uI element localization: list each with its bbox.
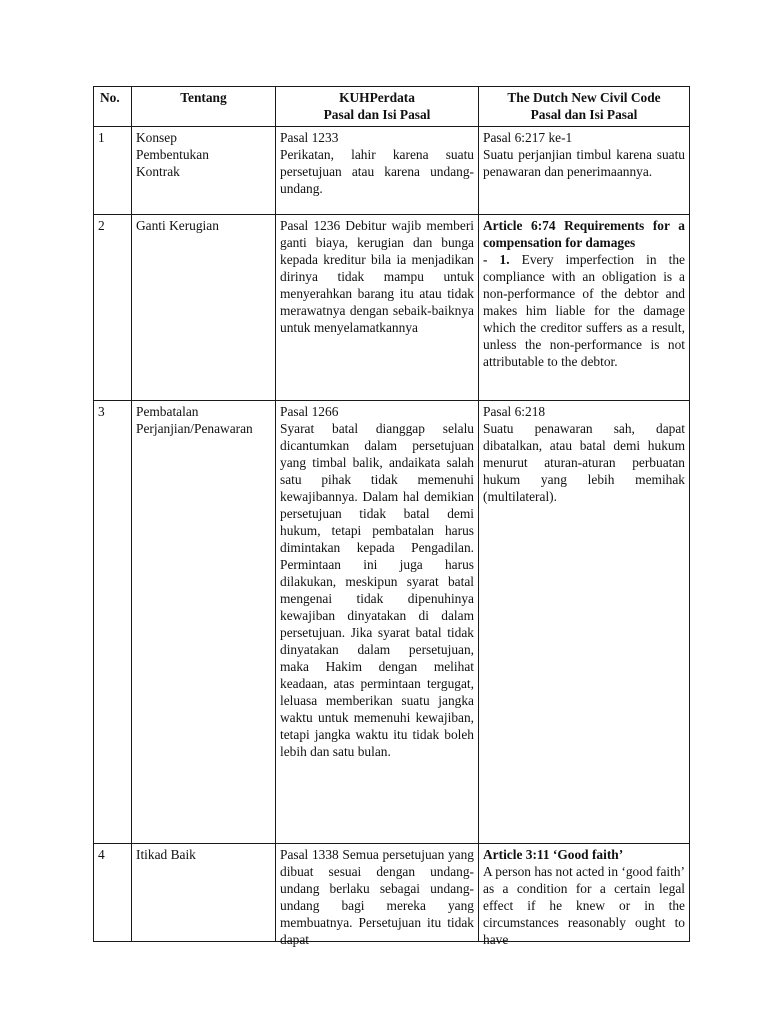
dutch-paragraph-number: - 1. (483, 252, 510, 267)
dutch-body: A person has not acted in ‘good faith’ as a condition for a certain legal effect if he knew or in the circumstances reasonably ought to have (483, 864, 685, 947)
header-dutch-code (479, 87, 690, 127)
header-kuhperdata-subtitle: Pasal dan Isi Pasal (323, 107, 431, 122)
row-topic-line: Kontrak (136, 164, 180, 179)
table-row (94, 844, 690, 942)
dutch-article: Article 6:74 Requirements for a compensation for damages (483, 218, 685, 250)
row-number: 1 (94, 127, 132, 215)
row-dutch-text (479, 844, 690, 947)
row-topic (132, 844, 276, 942)
dutch-body-paragraph (483, 251, 685, 370)
header-dutch-code-subtitle: Pasal dan Isi Pasal (530, 107, 638, 122)
row-topic-line: Perjanjian/Penawaran (136, 421, 253, 436)
table-header-row (94, 87, 690, 127)
row-kuhperdata-text (276, 401, 479, 844)
kuhperdata-body: Syarat batal dianggap selalu dicantumkan dalam persetujuan yang timbal balik, andaikata salah satu pihak tidak memenuhi kewajibannya. Dalam hal demikian persetujuan tidak batal demi hukum, tetapi pembatalan harus dimintakan kepada Pengadilan. Permintaan ini juga harus dilakukan, meskipun syarat batal mengenai tidak dipenuhinya kewajiban dinyatakan di dalam persetujuan. Jika syarat batal tidak dinyatakan dalam persetujuan, maka Hakim dengan melihat keadaan, atas permintaan tergugat, leluasa memberikan suatu jangka waktu untuk memenuhi kewajiban, tetapi jangka waktu itu tidak boleh lebih dan satu bulan. (280, 421, 474, 759)
dutch-article: Article 3:11 ‘Good faith’ (483, 847, 624, 862)
row-dutch-text (479, 127, 690, 215)
dutch-body: Suatu perjanjian timbul karena suatu penawaran dan penerimaannya. (483, 147, 685, 179)
row-topic (132, 401, 276, 844)
header-kuhperdata (276, 87, 479, 127)
row-topic-line: Konsep (136, 130, 177, 145)
header-no: No. (94, 87, 132, 127)
dutch-article: Pasal 6:218 (483, 404, 546, 419)
dutch-body: Every imperfection in the compliance with an obligation is a non-performance of the debtor and makes him liable for the damage which the creditor suffers as a result, unless the non-performance is not attributable to the debtor. (483, 252, 685, 369)
row-topic-line: Pembatalan (136, 404, 199, 419)
dutch-clip (483, 846, 685, 947)
row-dutch-text (479, 215, 690, 401)
header-tentang: Tentang (132, 87, 276, 127)
row-topic-line: Pembentukan (136, 147, 209, 162)
dutch-body: Suatu penawaran sah, dapat dibatalkan, atau batal demi hukum menurut aturan-aturan perbuatan hukum yang lebih memihak (multilateral). (483, 421, 685, 504)
kuhperdata-article: Pasal 1266 (280, 404, 339, 419)
header-kuhperdata-title: KUHPerdata (339, 90, 415, 105)
dutch-article: Pasal 6:217 ke-1 (483, 130, 573, 145)
row-topic (132, 215, 276, 401)
kuhperdata-body: Perikatan, lahir karena suatu persetujuan atau karena undang-undang. (280, 147, 474, 196)
row-number: 2 (94, 215, 132, 401)
row-topic-line: Itikad Baik (136, 847, 196, 862)
kuhperdata-article: Pasal 1233 (280, 130, 339, 145)
row-kuhperdata-text (276, 215, 479, 401)
kuhperdata-body: Pasal 1236 Debitur wajib memberi ganti biaya, kerugian dan bunga kepada kreditur bila ia menjadikan dirinya tidak mampu untuk menyerahkan barang itu atau tidak merawatnya dengan sebaik-baiknya untuk menyelamatkannya (280, 218, 474, 335)
row-kuhperdata-text (276, 127, 479, 215)
kuhperdata-body: Pasal 1338 Semua persetujuan yang dibuat sesuai dengan undang-undang berlaku sebagai undang-undang bagi mereka yang membuatnya. Persetujuan itu tidak dapat (280, 847, 474, 947)
table-row (94, 215, 690, 401)
row-dutch-text (479, 401, 690, 844)
header-dutch-code-title: The Dutch New Civil Code (507, 90, 661, 105)
row-kuhperdata-text (276, 844, 479, 947)
table-row (94, 127, 690, 215)
row-number: 3 (94, 401, 132, 844)
kuhperdata-clip (280, 846, 474, 947)
row-topic-line: Ganti Kerugian (136, 218, 219, 233)
row-topic (132, 127, 276, 215)
row-number: 4 (94, 844, 132, 942)
comparison-table (93, 86, 690, 947)
table-row (94, 401, 690, 844)
